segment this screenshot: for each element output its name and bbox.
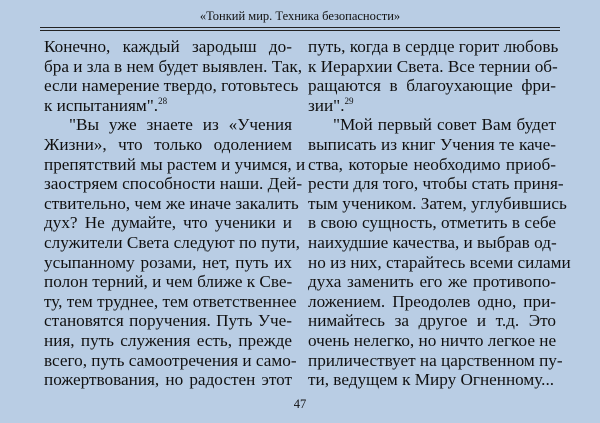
text-line-with-footnote bbox=[308, 96, 556, 116]
paragraph bbox=[308, 37, 559, 115]
text-line: всего, путь самоотречения и само- bbox=[44, 350, 297, 370]
text-line: полон терний, и чем ближе к Све- bbox=[44, 272, 293, 292]
running-header bbox=[0, 0, 600, 34]
text-line: препятствий мы растем и учимся, и bbox=[44, 154, 306, 174]
header-rule-top bbox=[40, 27, 560, 28]
left-column bbox=[44, 37, 306, 390]
text-line: усыпанному розами, нет, путь их bbox=[44, 252, 292, 272]
paragraph bbox=[308, 115, 556, 135]
text-line: зии". bbox=[308, 95, 345, 115]
text-line: духа заменить его же противопо- bbox=[308, 272, 556, 292]
text-line: Конечно, каждый зародыш до- bbox=[44, 37, 292, 56]
text-line: ту, тем труднее, тем ответственнее bbox=[44, 291, 297, 311]
text-line: "Мой первый совет Вам будет bbox=[333, 115, 556, 135]
text-line: к Иерархии Света. Все тернии об- bbox=[308, 56, 558, 76]
text-line: приличествует на царственном пу- bbox=[308, 350, 563, 370]
right-column bbox=[308, 37, 571, 390]
text-line: тым учеником. Затем, углубившись bbox=[308, 193, 567, 213]
text-line: ствительно, чем же иначе закалить bbox=[44, 193, 299, 213]
text-line: ства, которые необходимо приоб- bbox=[308, 154, 556, 174]
footnote-ref: 29 bbox=[344, 95, 354, 106]
page-number: 47 bbox=[293, 397, 307, 411]
text-line: выписать из книг Учения те каче- bbox=[308, 134, 556, 154]
running-header-title: «Тонкий мир. Техника безопасности» bbox=[199, 9, 401, 23]
text-line: бра и зла в нем будет выявлен. Так, bbox=[44, 56, 303, 76]
text-line: пожертвования, но радостен этот bbox=[44, 370, 292, 390]
text-line: служители Света следуют по пути, bbox=[44, 232, 300, 252]
text-line: ти, ведущем к Миру Огненному... bbox=[308, 370, 555, 390]
text-line-with-footnote bbox=[44, 96, 292, 116]
text-line: если намерение твердо, готовьтесь bbox=[44, 76, 299, 96]
text-line: нимайтесь за другое и т.д. Это bbox=[308, 311, 556, 331]
text-line: путь, когда в сердце горит любовь bbox=[308, 37, 559, 56]
text-line: но из них, старайтесь всеми силами bbox=[308, 252, 571, 272]
text-line: ращаются в благоухающие фри- bbox=[308, 76, 556, 96]
paragraph-continued bbox=[308, 134, 571, 390]
text-line: ложением. Преодолев одно, при- bbox=[308, 291, 556, 311]
text-line: к испытаниям". bbox=[44, 95, 159, 115]
text-line: Жизни», что только одолением bbox=[44, 134, 292, 154]
text-line: ния, путь служения есть, прежде bbox=[44, 330, 292, 350]
header-rule-bottom bbox=[40, 30, 560, 31]
footnote-ref: 28 bbox=[158, 95, 168, 106]
text-line: дух? Не думайте, что ученики и bbox=[44, 213, 292, 233]
text-line: заостряем способности наши. Дей- bbox=[44, 174, 303, 194]
text-line: в свою сущность, отметить в себе bbox=[308, 213, 556, 233]
paragraph-continued bbox=[44, 134, 306, 390]
text-line: очень нелегко, но ничто легкое не bbox=[308, 330, 557, 350]
paragraph bbox=[44, 115, 292, 135]
text-line: становятся поручения. Путь Уче- bbox=[44, 311, 292, 331]
text-line: рести для того, чтобы стать приня- bbox=[308, 174, 564, 194]
paragraph bbox=[44, 37, 303, 115]
text-line: наихудшие качества, и выбрав од- bbox=[308, 232, 557, 252]
text-line: "Вы уже знаете из «Учения bbox=[69, 115, 292, 135]
